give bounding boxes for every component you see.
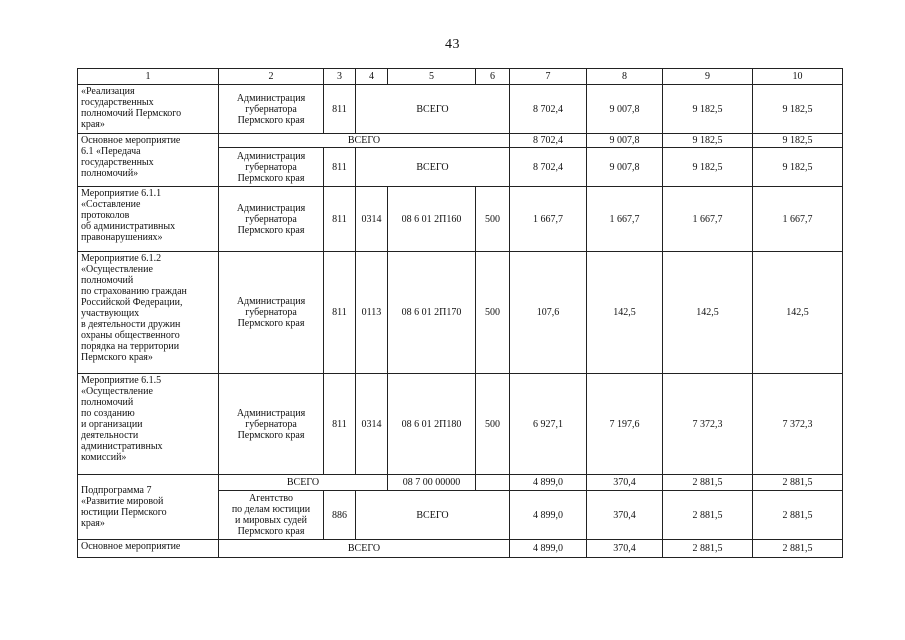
budget-table — [77, 68, 843, 558]
total-label-cell: ВСЕГО — [219, 540, 510, 558]
code-cell: 500 — [476, 252, 510, 374]
value-cell: 370,4 — [587, 540, 663, 558]
value-cell: 9 007,8 — [587, 85, 663, 134]
total-label-cell: ВСЕГО — [356, 148, 510, 187]
total-label-cell: ВСЕГО — [356, 85, 510, 134]
code-cell: 500 — [476, 374, 510, 475]
value-cell: 107,6 — [510, 252, 587, 374]
value-cell: 8 702,4 — [510, 85, 587, 134]
header-cell: 4 — [356, 69, 388, 85]
value-cell: 1 667,7 — [587, 187, 663, 252]
value-cell: 9 182,5 — [663, 134, 753, 148]
header-cell: 2 — [219, 69, 324, 85]
agency-cell: Администрация губернатора Пермского края — [219, 374, 324, 475]
code-cell: 0314 — [356, 187, 388, 252]
value-cell: 7 197,6 — [587, 374, 663, 475]
program-name-cell: «Реализация государственных полномочий Пермского края» — [78, 85, 219, 134]
page-number: 43 — [445, 37, 460, 52]
value-cell: 2 881,5 — [663, 491, 753, 540]
value-cell: 2 881,5 — [753, 491, 843, 540]
value-cell: 6 927,1 — [510, 374, 587, 475]
value-cell: 2 881,5 — [663, 540, 753, 558]
program-name-cell: Основное мероприятие 6.1 «Передача государственных полномочий» — [78, 134, 219, 187]
value-cell: 1 667,7 — [510, 187, 587, 252]
code-cell: 08 6 01 2П170 — [388, 252, 476, 374]
code-cell: 0113 — [356, 252, 388, 374]
code-cell: 811 — [324, 374, 356, 475]
value-cell: 9 182,5 — [753, 148, 843, 187]
code-cell: 08 6 01 2П160 — [388, 187, 476, 252]
code-cell: 811 — [324, 85, 356, 134]
value-cell: 142,5 — [663, 252, 753, 374]
header-cell: 9 — [663, 69, 753, 85]
value-cell: 7 372,3 — [753, 374, 843, 475]
code-cell: 08 7 00 00000 — [388, 475, 476, 491]
empty-cell — [476, 475, 510, 491]
value-cell: 142,5 — [587, 252, 663, 374]
table-header-row — [78, 69, 843, 85]
table-row — [78, 540, 843, 558]
header-cell: 3 — [324, 69, 356, 85]
table-row — [78, 187, 843, 252]
value-cell: 9 182,5 — [753, 85, 843, 134]
value-cell: 2 881,5 — [753, 540, 843, 558]
table-row — [78, 374, 843, 475]
value-cell: 9 182,5 — [753, 134, 843, 148]
value-cell: 9 007,8 — [587, 134, 663, 148]
code-cell: 811 — [324, 148, 356, 187]
header-cell: 6 — [476, 69, 510, 85]
total-label-cell: ВСЕГО — [219, 475, 388, 491]
program-name-cell: Мероприятие 6.1.2 «Осуществление полномочий по страхованию граждан Российской Федерации, участвующих в деятельности дружин охраны общественного порядка на территории Пермского края» — [78, 252, 219, 374]
value-cell: 9 007,8 — [587, 148, 663, 187]
header-cell: 1 — [78, 69, 219, 85]
table-row — [78, 475, 843, 491]
code-cell: 0314 — [356, 374, 388, 475]
agency-cell: Администрация губернатора Пермского края — [219, 187, 324, 252]
agency-cell: Администрация губернатора Пермского края — [219, 85, 324, 134]
header-cell: 5 — [388, 69, 476, 85]
code-cell: 886 — [324, 491, 356, 540]
value-cell: 7 372,3 — [663, 374, 753, 475]
program-name-cell: Мероприятие 6.1.5 «Осуществление полномочий по созданию и организации деятельности административных комиссий» — [78, 374, 219, 475]
program-name-cell: Подпрограмма 7 «Развитие мировой юстиции Пермского края» — [78, 475, 219, 540]
total-label-cell: ВСЕГО — [219, 134, 510, 148]
header-cell: 7 — [510, 69, 587, 85]
value-cell: 142,5 — [753, 252, 843, 374]
table-row — [78, 134, 843, 148]
header-cell: 8 — [587, 69, 663, 85]
header-cell: 10 — [753, 69, 843, 85]
code-cell: 811 — [324, 187, 356, 252]
value-cell: 9 182,5 — [663, 85, 753, 134]
program-name-cell: Мероприятие 6.1.1 «Составление протоколов об административных правонарушениях» — [78, 187, 219, 252]
table-row — [78, 85, 843, 134]
value-cell: 370,4 — [587, 475, 663, 491]
program-name-cell: Основное мероприятие — [78, 540, 219, 558]
value-cell: 1 667,7 — [753, 187, 843, 252]
value-cell: 8 702,4 — [510, 134, 587, 148]
value-cell: 8 702,4 — [510, 148, 587, 187]
value-cell: 4 899,0 — [510, 540, 587, 558]
code-cell: 500 — [476, 187, 510, 252]
value-cell: 4 899,0 — [510, 475, 587, 491]
total-label-cell: ВСЕГО — [356, 491, 510, 540]
value-cell: 2 881,5 — [663, 475, 753, 491]
value-cell: 1 667,7 — [663, 187, 753, 252]
value-cell: 4 899,0 — [510, 491, 587, 540]
agency-cell: Администрация губернатора Пермского края — [219, 148, 324, 187]
code-cell: 08 6 01 2П180 — [388, 374, 476, 475]
value-cell: 370,4 — [587, 491, 663, 540]
value-cell: 2 881,5 — [753, 475, 843, 491]
agency-cell: Агентство по делам юстиции и мировых судей Пермского края — [219, 491, 324, 540]
table-row — [78, 252, 843, 374]
agency-cell: Администрация губернатора Пермского края — [219, 252, 324, 374]
code-cell: 811 — [324, 252, 356, 374]
value-cell: 9 182,5 — [663, 148, 753, 187]
